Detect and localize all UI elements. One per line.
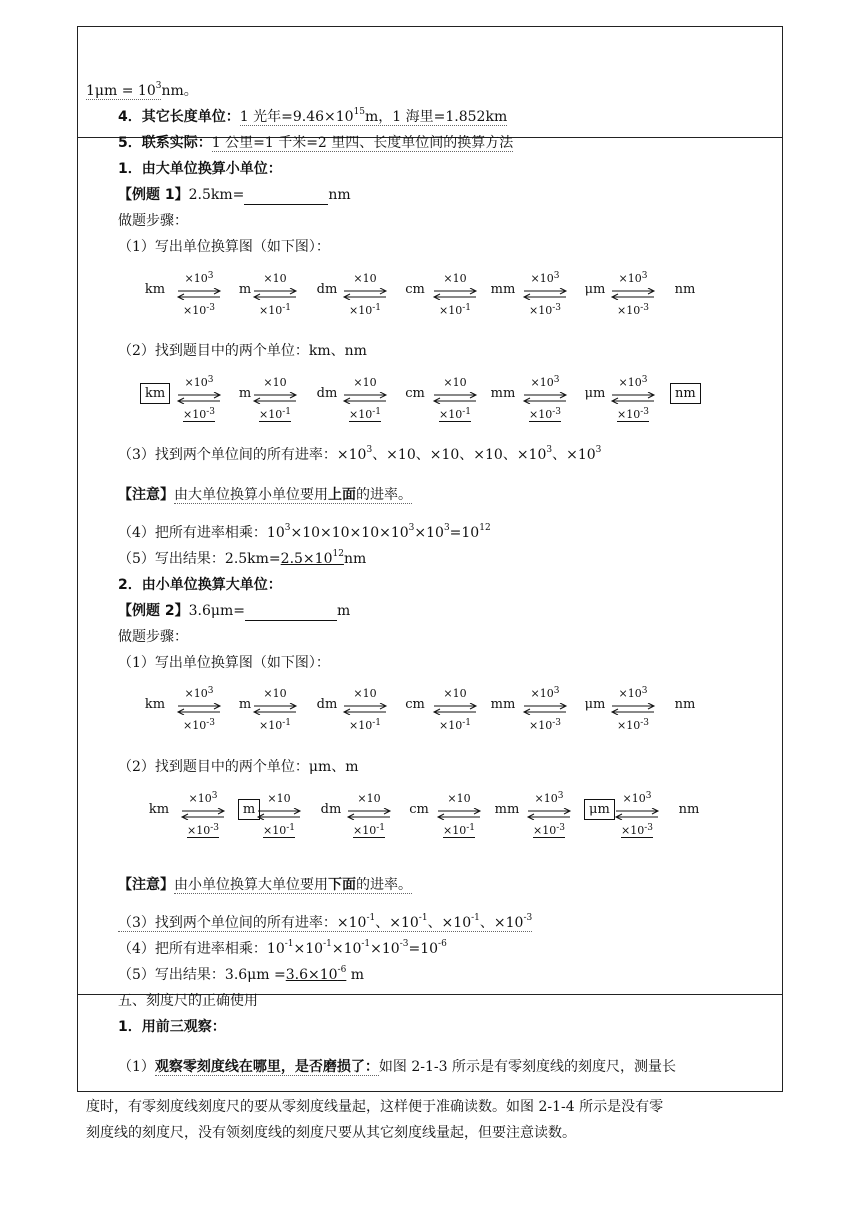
double-arrow-icon	[180, 808, 226, 820]
conversion-arrow: $\times 10^3$ $\times 10^{-3}$	[610, 378, 656, 418]
double-arrow-icon	[522, 288, 568, 300]
unit-4: mm	[490, 697, 516, 712]
unit-5: μm	[584, 386, 606, 401]
double-arrow-icon	[342, 703, 388, 715]
unit-chain-4	[138, 786, 708, 844]
sec2-step1: （1）写出单位换算图（如下图）：	[118, 655, 330, 671]
practical-line: 5．联系实际：1 公里=1 千米=2 里四、长度单位间的换算方法	[118, 135, 514, 151]
double-arrow-icon	[342, 392, 388, 404]
conversion-arrow: ×10 $\times 10^{-1}$	[252, 274, 298, 314]
double-arrow-icon	[256, 808, 302, 820]
unit-2: dm	[316, 386, 338, 401]
sec1-step1: （1）写出单位换算图（如下图）：	[118, 239, 330, 255]
double-arrow-icon	[522, 703, 568, 715]
sec2-note: 【注意】由小单位换算大单位要用下面的进率。	[118, 877, 412, 893]
conversion-arrow: ×10 $\times 10^{-1}$	[432, 689, 478, 729]
other-units-line: 4．其它长度单位：1 光年$=9.46\times 10^{15}m$，1 海里=1.852km	[118, 107, 508, 125]
unit-2: dm	[320, 802, 342, 817]
double-arrow-icon	[432, 288, 478, 300]
conversion-arrow: $\times 10^3$ $\times 10^{-3}$	[526, 794, 572, 834]
conversion-arrow: ×10 $\times 10^{-1}$	[436, 794, 482, 834]
sec1-title: 1．由大单位换算小单位：	[118, 161, 282, 177]
sec1-step4: （4）把所有进率相乘：$10^3\times 10\times 10\times 10\times 10^3\times 10^3=10^{12}$	[118, 523, 491, 541]
sec3-heading: 五、刻度尺的正确使用	[118, 993, 258, 1009]
conversion-arrow: $\times 10^3$ $\times 10^{-3}$	[614, 794, 660, 834]
sec3-paragraph-3: 刻度线的刻度尺，没有领刻度线的刻度尺要从其它刻度线量起，但要注意读数。	[86, 1125, 576, 1141]
double-arrow-icon	[432, 703, 478, 715]
double-arrow-icon	[610, 392, 656, 404]
sec1-note: 【注意】由大单位换算小单位要用上面的进率。	[118, 487, 412, 503]
unit-chain-1	[134, 266, 704, 324]
conversion-arrow: ×10 $\times 10^{-1}$	[432, 378, 478, 418]
double-arrow-icon	[522, 392, 568, 404]
sec2-step4: （4）把所有进率相乘：$10^{-1}\times 10^{-1}\times 10^{-1}\times 10^{-3}=10^{-6}$	[118, 939, 447, 957]
unit-0: km	[148, 802, 170, 817]
sec1-steps-label: 做题步骤：	[118, 213, 188, 229]
double-arrow-icon	[252, 392, 298, 404]
unit-6: nm	[670, 386, 700, 401]
unit-4: mm	[490, 282, 516, 297]
unit-3: cm	[405, 282, 425, 297]
conversion-arrow: $\times 10^3$ $\times 10^{-3}$	[180, 794, 226, 834]
double-arrow-icon	[610, 288, 656, 300]
double-arrow-icon	[526, 808, 572, 820]
unit-1: m	[234, 802, 264, 817]
conversion-arrow: $\times 10^3$ $\times 10^{-3}$	[522, 378, 568, 418]
conversion-arrow: ×10 $\times 10^{-1}$	[432, 274, 478, 314]
double-arrow-icon	[176, 288, 222, 300]
unit-3: cm	[405, 697, 425, 712]
unit-3: cm	[409, 802, 429, 817]
sec3-paragraph-2: 度时，有零刻度线刻度尺的要从零刻度线量起，这样便于准确读数。如图 2-1-4 所示是没有零	[86, 1099, 664, 1115]
unit-1: m	[238, 386, 252, 401]
double-arrow-icon	[432, 392, 478, 404]
unit-0: km	[144, 282, 166, 297]
sec2-steps-label: 做题步骤：	[118, 629, 188, 645]
unit-0: km	[144, 697, 166, 712]
example2: 【例题 2】3.6μm= m	[118, 603, 351, 619]
double-arrow-icon	[252, 288, 298, 300]
double-arrow-icon	[610, 703, 656, 715]
sec2-title: 2．由小单位换算大单位：	[118, 577, 282, 593]
unit-4: mm	[490, 386, 516, 401]
unit-0: km	[140, 386, 170, 401]
double-arrow-icon	[346, 808, 392, 820]
unit-1: m	[238, 697, 252, 712]
sec2-step2: （2）找到题目中的两个单位：μm、m	[118, 759, 359, 775]
double-arrow-icon	[176, 703, 222, 715]
conversion-arrow: ×10 $\times 10^{-1}$	[346, 794, 392, 834]
unit-6: nm	[674, 282, 696, 297]
conversion-arrow: ×10 $\times 10^{-1}$	[256, 794, 302, 834]
example1: 【例题 1】2.5km= nm	[118, 187, 351, 203]
unit-chain-3	[134, 681, 704, 739]
unit-2: dm	[316, 697, 338, 712]
sec3-title: 1．用前三观察：	[118, 1019, 226, 1035]
conversion-arrow: ×10 $\times 10^{-1}$	[252, 378, 298, 418]
conversion-arrow: $\times 10^3$ $\times 10^{-3}$	[610, 274, 656, 314]
conversion-arrow: ×10 $\times 10^{-1}$	[342, 274, 388, 314]
conversion-arrow: ×10 $\times 10^{-1}$	[342, 378, 388, 418]
sec3-paragraph-1: （1）观察零刻度线在哪里，是否磨损了：如图 2-1-3 所示是有零刻度线的刻度尺，测量长	[118, 1059, 677, 1075]
unit-4: mm	[494, 802, 520, 817]
unit-5: μm	[584, 697, 606, 712]
micrometer-line: $1\mu m = 10^3nm$。	[86, 81, 198, 99]
conversion-arrow: $\times 10^3$ $\times 10^{-3}$	[522, 689, 568, 729]
sec1-step2: （2）找到题目中的两个单位：km、nm	[118, 343, 367, 359]
unit-2: dm	[316, 282, 338, 297]
double-arrow-icon	[614, 808, 660, 820]
conversion-arrow: $\times 10^3$ $\times 10^{-3}$	[176, 274, 222, 314]
unit-chain-2	[134, 370, 704, 428]
unit-1: m	[238, 282, 252, 297]
unit-6: nm	[678, 802, 700, 817]
conversion-arrow: $\times 10^3$ $\times 10^{-3}$	[610, 689, 656, 729]
sec2-step5: （5）写出结果：$3.6\mu m =3.6\times 10^{-6}$ m	[118, 965, 365, 983]
conversion-arrow: ×10 $\times 10^{-1}$	[342, 689, 388, 729]
conversion-arrow: $\times 10^3$ $\times 10^{-3}$	[176, 378, 222, 418]
double-arrow-icon	[436, 808, 482, 820]
conversion-arrow: ×10 $\times 10^{-1}$	[252, 689, 298, 729]
sec2-step3: （3）找到两个单位间的所有进率：$\times 10^{-1}$、$\times 10^{-1}$、$\times 10^{-1}$、$\times 10^{-3}$	[118, 913, 533, 931]
unit-5: μm	[584, 282, 606, 297]
double-arrow-icon	[252, 703, 298, 715]
conversion-arrow: $\times 10^3$ $\times 10^{-3}$	[176, 689, 222, 729]
sec1-step5: （5）写出结果：$2.5km=2.5\times 10^{12}nm$	[118, 549, 367, 567]
unit-3: cm	[405, 386, 425, 401]
double-arrow-icon	[176, 392, 222, 404]
unit-6: nm	[674, 697, 696, 712]
unit-5: μm	[584, 802, 614, 817]
double-arrow-icon	[342, 288, 388, 300]
conversion-arrow: $\times 10^3$ $\times 10^{-3}$	[522, 274, 568, 314]
sec1-step3: （3）找到两个单位间的所有进率：$\times 10^3$、×10、×10、×10、$\times 10^3$、$\times 10^3$	[118, 445, 602, 463]
